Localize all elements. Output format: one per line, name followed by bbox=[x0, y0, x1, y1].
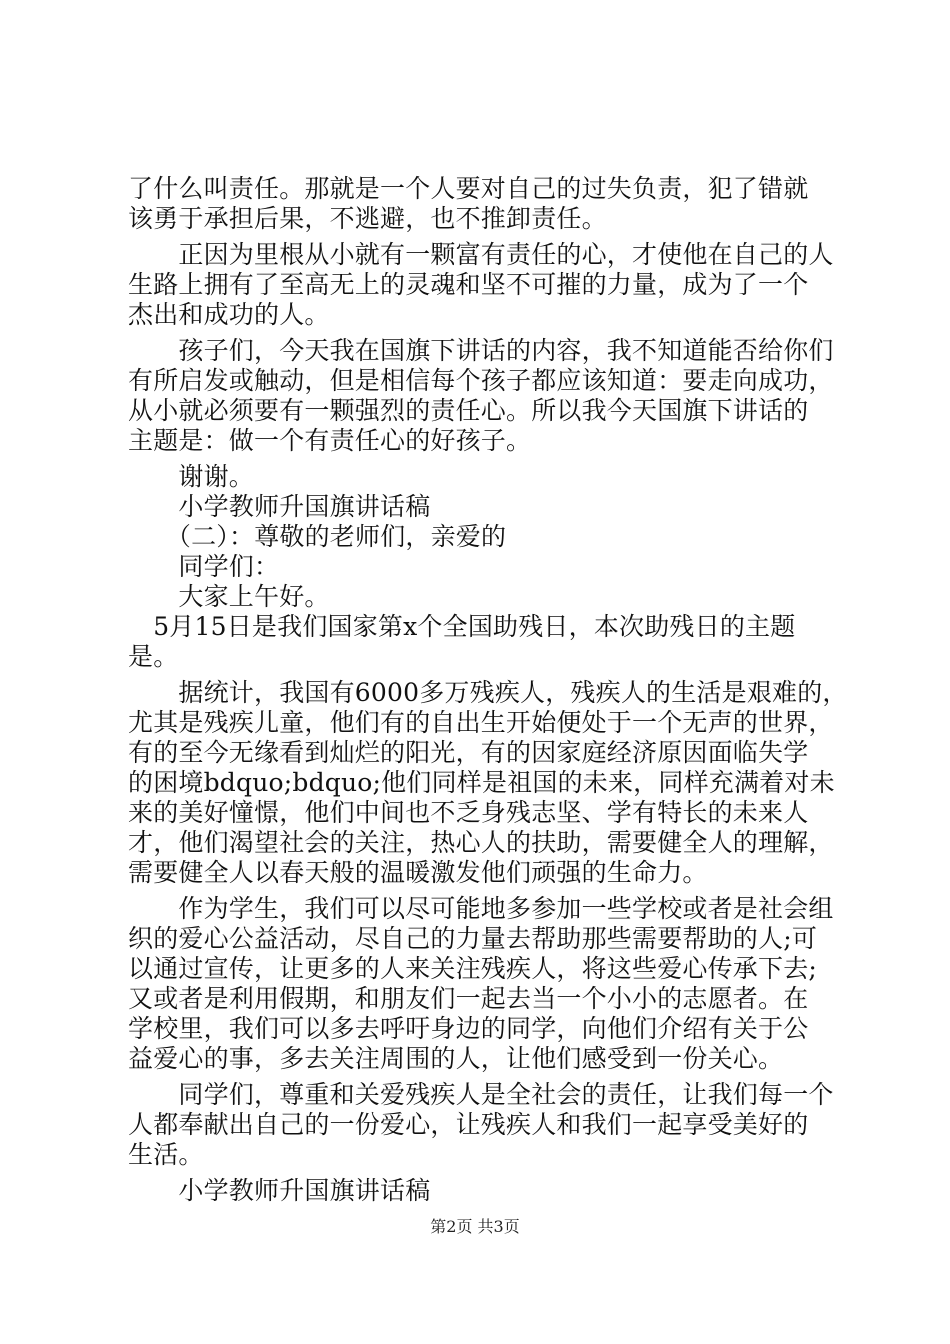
text-line: 同学们，尊重和关爱残疾人是全社会的责任，让我们每一个 bbox=[128, 1080, 834, 1109]
text-line: 该勇于承担后果，不逃避，也不推卸责任。 bbox=[128, 204, 607, 233]
text-line: 人都奉献出自己的一份爱心，让残疾人和我们一起享受美好的 bbox=[128, 1110, 809, 1139]
text-line: 需要健全人以春天般的温暖激发他们顽强的生命力。 bbox=[128, 858, 708, 887]
text-line: 织的爱心公益活动，尽自己的力量去帮助那些需要帮助的人;可 bbox=[128, 924, 818, 953]
text-line: 的困境bdquo;bdquo;他们同样是祖国的未来，同样充满着对未 bbox=[128, 768, 835, 797]
text-line: 小学教师升国旗讲话稿 bbox=[128, 492, 431, 521]
text-line: 生路上拥有了至高无上的灵魂和坚不可摧的力量，成为了一个 bbox=[128, 270, 809, 299]
text-line: 有的至今无缘看到灿烂的阳光，有的因家庭经济原因面临失学 bbox=[128, 738, 809, 767]
text-line: 正因为里根从小就有一颗富有责任的心，才使他在自己的人 bbox=[128, 240, 834, 269]
text-line: 作为学生，我们可以尽可能地多参加一些学校或者是社会组 bbox=[128, 894, 834, 923]
text-line: 据统计，我国有6000多万残疾人，残疾人的生活是艰难的， bbox=[128, 678, 848, 707]
text-line: 才，他们渴望社会的关注，热心人的扶助，需要健全人的理解， bbox=[128, 828, 834, 857]
text-line: 主题是：做一个有责任心的好孩子。 bbox=[128, 426, 532, 455]
text-line: 5月15日是我们国家第x个全国助残日，本次助残日的主题 bbox=[128, 612, 796, 641]
text-line: 益爱心的事，多去关注周围的人，让他们感受到一份关心。 bbox=[128, 1044, 784, 1073]
text-line: 谢谢。 bbox=[128, 462, 255, 491]
page-number-footer: 第2页 共3页 bbox=[430, 1217, 520, 1236]
text-line: 杰出和成功的人。 bbox=[128, 300, 330, 329]
text-line: 小学教师升国旗讲话稿 bbox=[128, 1176, 431, 1205]
text-line: 同学们： bbox=[128, 552, 280, 581]
text-line: 来的美好憧憬，他们中间也不乏身残志坚、学有特长的未来人 bbox=[128, 798, 809, 827]
text-line: 生活。 bbox=[128, 1140, 204, 1169]
text-line: 学校里，我们可以多去呼吁身边的同学，向他们介绍有关于公 bbox=[128, 1014, 809, 1043]
text-line: 了什么叫责任。那就是一个人要对自己的过失负责，犯了错就 bbox=[128, 174, 809, 203]
text-line: （二）：尊敬的老师们，亲爱的 bbox=[128, 522, 507, 551]
text-line: 有所启发或触动，但是相信每个孩子都应该知道：要走向成功， bbox=[128, 366, 834, 395]
text-line: 以通过宣传，让更多的人来关注残疾人，将这些爱心传承下去; bbox=[128, 954, 818, 983]
text-line: 是。 bbox=[128, 642, 179, 671]
text-line: 又或者是利用假期，和朋友们一起去当一个小小的志愿者。在 bbox=[128, 984, 809, 1013]
text-line: 从小就必须要有一颗强烈的责任心。所以我今天国旗下讲话的 bbox=[128, 396, 809, 425]
text-line: 尤其是残疾儿童，他们有的自出生开始便处于一个无声的世界， bbox=[128, 708, 834, 737]
text-line: 大家上午好。 bbox=[128, 582, 330, 611]
text-line: 孩子们，今天我在国旗下讲话的内容，我不知道能否给你们 bbox=[128, 336, 834, 365]
